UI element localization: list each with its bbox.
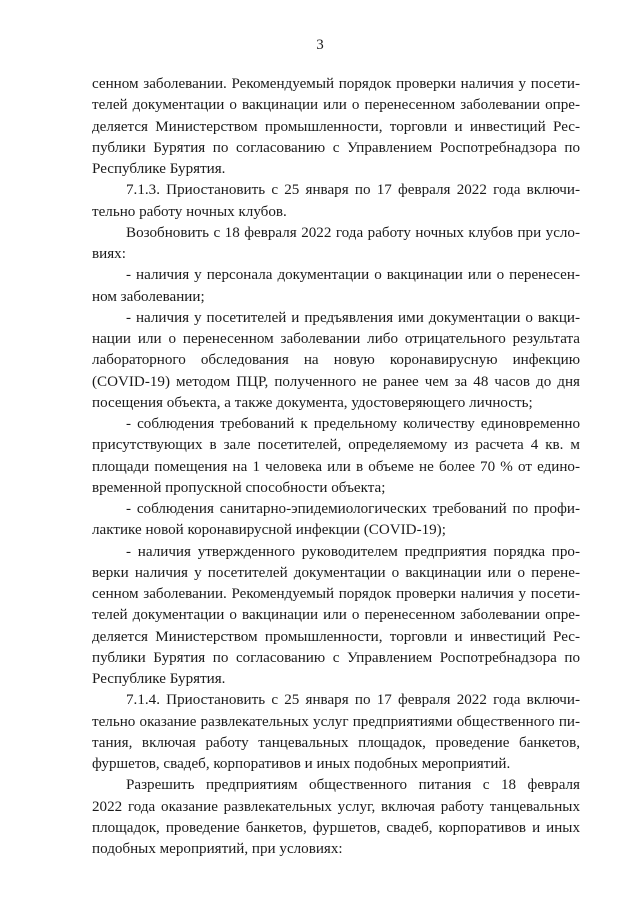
text-line: лактике новой коронавирусной инфекции (COVID-19);: [92, 522, 446, 539]
document-body: [92, 74, 580, 860]
text-line: 7.1.4. Приостановить с 25 января по 17 февраля 2022 года включи-: [126, 692, 580, 709]
text-line: площадок, проведение банкетов, фуршетов, свадеб, корпоративов и иных: [92, 819, 580, 836]
text-line: - наличия у посетителей и предъявления ими документации о вакци-: [126, 309, 580, 326]
text-line: 2022 года оказание развлекательных услуг, включая работу танцевальных: [92, 798, 580, 815]
text-line: публики Бурятия по согласованию с Управлением Роспотребнадзора по: [92, 649, 580, 666]
text-line: сенном заболевании. Рекомендуемый порядок проверки наличия у посети-: [92, 76, 580, 92]
text-line: деляется Министерством промышленности, торговли и инвестиций Рес-: [92, 628, 580, 645]
text-line: 7.1.3. Приостановить с 25 января по 17 февраля 2022 года включи-: [126, 182, 580, 199]
text-line: - соблюдения санитарно-эпидемиологических требований по профи-: [126, 501, 580, 517]
text-line: Республике Бурятия.: [92, 161, 226, 177]
text-line: ном заболевании;: [92, 288, 205, 305]
text-line: (COVID-19) методом ПЦР, полученного не ранее чем за 48 часов до дня: [92, 373, 580, 390]
text-line: виях:: [92, 246, 126, 262]
text-line: фуршетов, свадеб, корпоративов и иных подобных мероприятий.: [92, 756, 511, 772]
text-line: посещения объекта, а также документа, удостоверяющего личность;: [92, 394, 533, 411]
text-line: тельно оказание развлекательных услуг предприятиями общественного пи-: [92, 713, 580, 730]
text-line: присутствующих в зале посетителей, определяемому из расчета 4 кв. м: [92, 437, 580, 454]
text-line: временной пропускной способности объекта;: [92, 479, 386, 496]
text-line: деляется Министерством промышленности, торговли и инвестиций Рес-: [92, 118, 580, 135]
text-line: Возобновить с 18 февраля 2022 года работу ночных клубов при усло-: [126, 224, 580, 241]
text-line: - наличия у персонала документации о вакцинации или о перенесен-: [126, 267, 580, 284]
text-line: тания, включая работу танцевальных площадок, проведение банкетов,: [92, 734, 580, 751]
text-line: телей документации о вакцинации или о перенесенном заболевании опре-: [92, 607, 580, 624]
page-number: 3: [316, 37, 324, 53]
text-line: площади помещения на 1 человека или в объеме не более 70 % от едино-: [92, 458, 580, 475]
text-line: подобных мероприятий, при условиях:: [92, 841, 343, 857]
text-line: сенном заболевании. Рекомендуемый порядок проверки наличия у посети-: [92, 586, 580, 602]
text-line: Республике Бурятия.: [92, 671, 226, 687]
text-line: телей документации о вакцинации или о перенесенном заболевании опре-: [92, 97, 580, 114]
text-line: лабораторного обследования на новую коронавирусную инфекцию: [92, 352, 580, 369]
text-line: - соблюдения требований к предельному количеству единовременно: [126, 416, 580, 432]
text-line: верки наличия у посетителей документации о вакцинации или о перене-: [92, 564, 580, 581]
text-line: Разрешить предприятиям общественного питания с 18 февраля: [126, 777, 580, 794]
text-line: - наличия утвержденного руководителем предприятия порядка про-: [126, 543, 580, 560]
text-line: публики Бурятия по согласованию с Управлением Роспотребнадзора по: [92, 139, 580, 156]
text-line: нации или о перенесенном заболевании либо отрицательного результата: [92, 331, 580, 347]
text-line: тельно работу ночных клубов.: [92, 203, 287, 220]
